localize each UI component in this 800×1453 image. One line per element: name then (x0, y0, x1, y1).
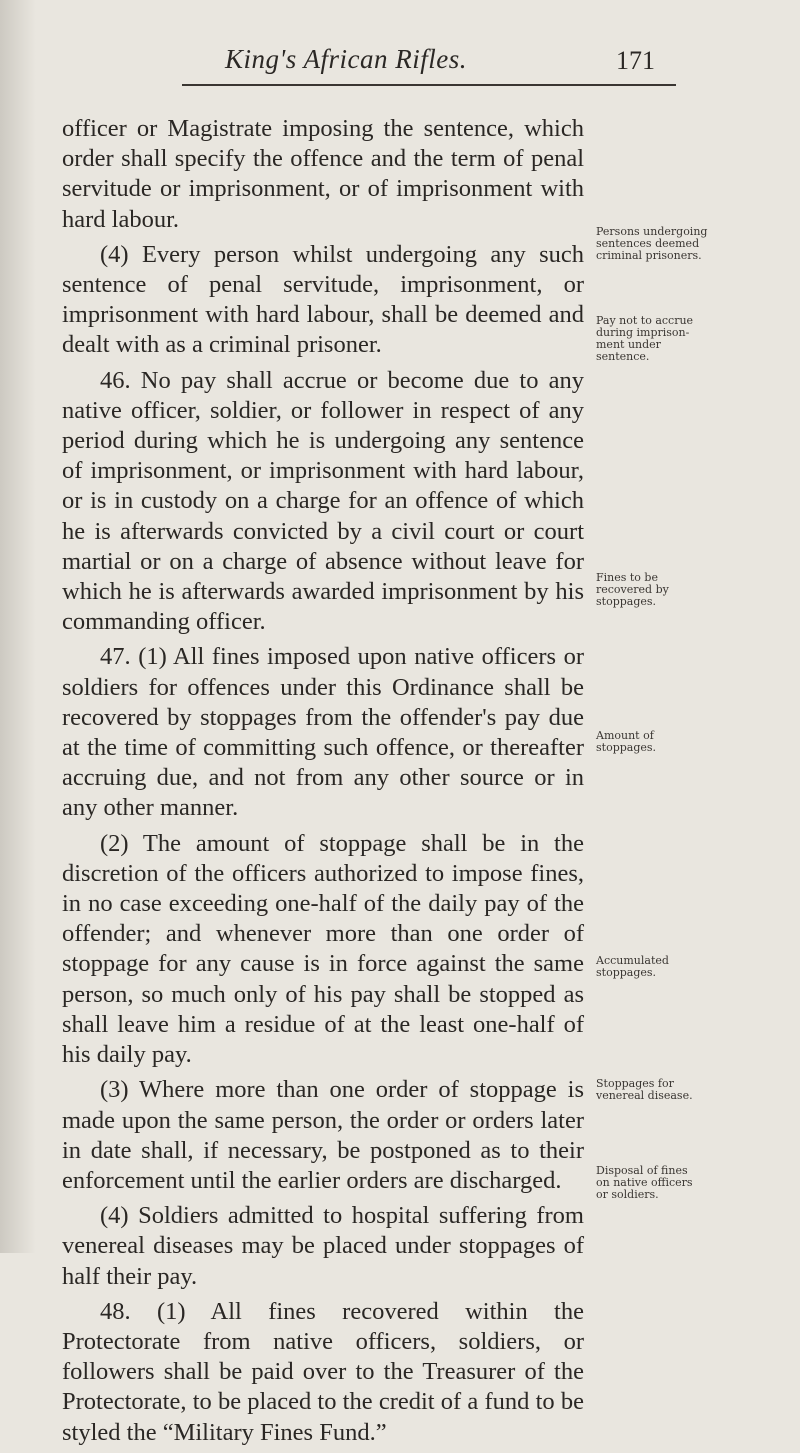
margin-note-line: or soldiers. (596, 1188, 659, 1201)
margin-note-criminal-prisoners (596, 226, 708, 262)
margin-note-line: sentences deemed (596, 237, 700, 250)
margin-note-line: Pay not to accrue (596, 314, 694, 327)
margin-note-amount-of-stoppages (596, 730, 708, 754)
margin-note-line: criminal prisoners. (596, 249, 702, 262)
margin-note-accumulated-stoppages (596, 955, 708, 979)
paragraph-46: 46. No pay shall accrue or become due to any native officer, soldier, or follower in respect of any period during which he is undergoing any sentence of imprisonment, or imprisonment with hard labour, or is in custody on a charge for an offence of which he is afterwards convicted by a civil court or court martial or on a charge of absence without leave for which he is afterwards awarded imprisonment by his commanding officer. (62, 366, 584, 636)
paragraph-47-1: 47. (1) All fines imposed upon native officers or soldiers for offences under this Ordinance shall be recovered by stoppages from the offender's pay due at the time of committing such offence, or thereafter accruing due, and not from any other source or in any other manner. (62, 643, 584, 822)
page-number: 171 (616, 46, 655, 75)
margin-note-line: Stoppages for (596, 1077, 674, 1090)
margin-note-line: Disposal of fines (596, 1164, 688, 1177)
paragraph-continuation: officer or Magistrate imposing the sentence, which order shall specify the offence and the term of penal servitude or imprisonment, or of imprisonment with hard labour. (62, 115, 584, 233)
margin-note-line: ment under (596, 338, 661, 351)
margin-note-disposal-of-fines (596, 1165, 708, 1201)
margin-note-fines-recovered (596, 572, 708, 608)
margin-note-venereal-disease (596, 1078, 708, 1102)
margin-note-line: during imprison- (596, 326, 690, 339)
page-edge-shadow (0, 0, 36, 1253)
margin-note-line: Amount of (596, 729, 654, 742)
paragraph-47-4: (4) Soldiers admitted to hospital suffering from venereal diseases may be placed under stoppages of half their pay. (62, 1202, 584, 1290)
margin-note-line: Persons undergoing (596, 225, 708, 238)
margin-note-line: recovered by (596, 583, 669, 596)
paragraph-48-1: 48. (1) All fines recovered within the Protectorate from native officers, soldiers, or followers shall be paid over to the Treasurer of the Protectorate, to be placed to the credit of a fund to be styled the “Military Fines Fund.” (62, 1297, 584, 1446)
margin-note-line: sentence. (596, 350, 650, 363)
paragraph-47-2: (2) The amount of stoppage shall be in the discretion of the officers authorized to impose fines, in no case exceeding one-half of the daily pay of the offender; and whenever more than one order of stoppage for any cause is in force against the same person, so much only of his pay shall be stopped as shall leave him a residue of at the least one-half of his daily pay. (62, 829, 584, 1069)
header-rule (182, 84, 676, 86)
margin-note-line: venereal disease. (596, 1089, 693, 1102)
margin-note-line: Accumulated (596, 954, 669, 967)
running-title: King's African Rifles. (225, 44, 468, 74)
margin-note-pay-not-accrue (596, 315, 708, 363)
margin-note-line: Fines to be (596, 571, 658, 584)
margin-note-line: stoppages. (596, 595, 657, 608)
paragraph-47-3: (3) Where more than one order of stoppage is made upon the same person, the order or orders later in date shall, if necessary, be postponed as to their enforcement until the earlier orders are discharged. (62, 1076, 584, 1194)
body-text (62, 114, 584, 1453)
paragraph-45-4: (4) Every person whilst undergoing any such sentence of penal servitude, imprisonment, or imprisonment with hard labour, shall be deemed and dealt with as a criminal prisoner. (62, 240, 584, 359)
margin-note-line: on native officers (596, 1176, 693, 1189)
margin-note-line: stoppages. (596, 966, 657, 979)
margin-note-line: stoppages. (596, 741, 657, 754)
